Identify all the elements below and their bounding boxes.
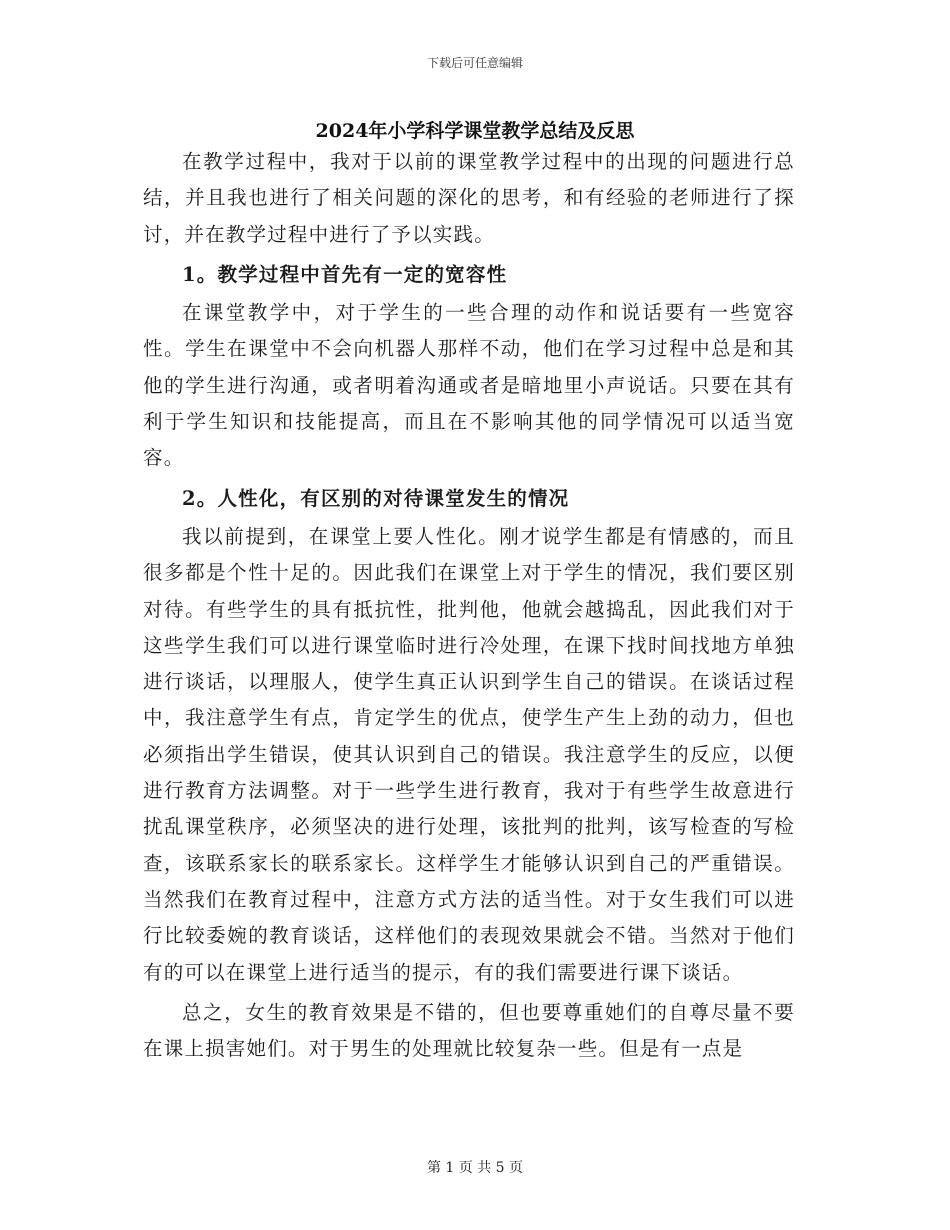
section-2-paragraph-1: 我以前提到，在课堂上要人性化。刚才说学生都是有情感的，而且很多都是个性十足的。因此我们在课堂上对于学生的情况，我们要区别对待。有些学生的具有抵抗性，批判他，他就会越捣乱，因此我们对于这些学生我们可以进行课堂临时进行冷处理，在课下找时间找地方单独进行谈话，以理服人，使学生真正认识到学生自己的错误。在谈话过程中，我注意学生有点，肯定学生的优点，使学生产生上劲的动力，但也必须指出学生错误，使其认识到自己的错误。我注意学生的反应，以便进行教育方法调整。对于一些学生进行教育，我对于有些学生故意进行扰乱课堂秩序，必须坚决的进行处理，该批判的批判，该写检查的写检查，该联系家长的联系家长。这样学生才能够认识到自己的严重错误。当然我们在教育过程中，注意方式方法的适当性。对于女生我们可以进行比较委婉的教育谈话，这样他们的表现效果就会不错。当然对于他们有的可以在课堂上进行适当的提示，有的我们需要进行课下谈话。 — [143, 524, 795, 984]
intro-paragraph: 在教学过程中，我对于以前的课堂教学过程中的出现的问题进行总结，并且我也进行了相关问题的深化的思考，和有经验的老师进行了探讨，并在教学过程中进行了予以实践。 — [143, 150, 795, 246]
page-number: 第 1 页 共 5 页 — [426, 1160, 524, 1176]
document-title: 2024年小学科学课堂教学总结及反思 — [315, 120, 635, 142]
section-heading-2: 2。人性化，有区别的对待课堂发生的情况 — [182, 486, 570, 510]
section-heading-1: 1。教学过程中首先有一定的宽容性 — [182, 262, 508, 286]
document-body — [143, 144, 795, 1067]
section-2-paragraph-2: 总之，女生的教育效果是不错的，但也要尊重她们的自尊尽量不要在课上损害她们。对于男生的处理就比较复杂一些。但是有一点是 — [143, 1000, 795, 1061]
section-1-paragraph-1: 在课堂教学中，对于学生的一些合理的动作和说话要有一些宽容性。学生在课堂中不会向机器人那样不动，他们在学习过程中总是和其他的学生进行沟通，或者明着沟通或者是暗地里小声说话。只要在其有利于学生知识和技能提高，而且在不影响其他的同学情况可以适当宽容。 — [143, 301, 795, 470]
page-header-note: 下载后可任意编辑 — [426, 56, 523, 70]
